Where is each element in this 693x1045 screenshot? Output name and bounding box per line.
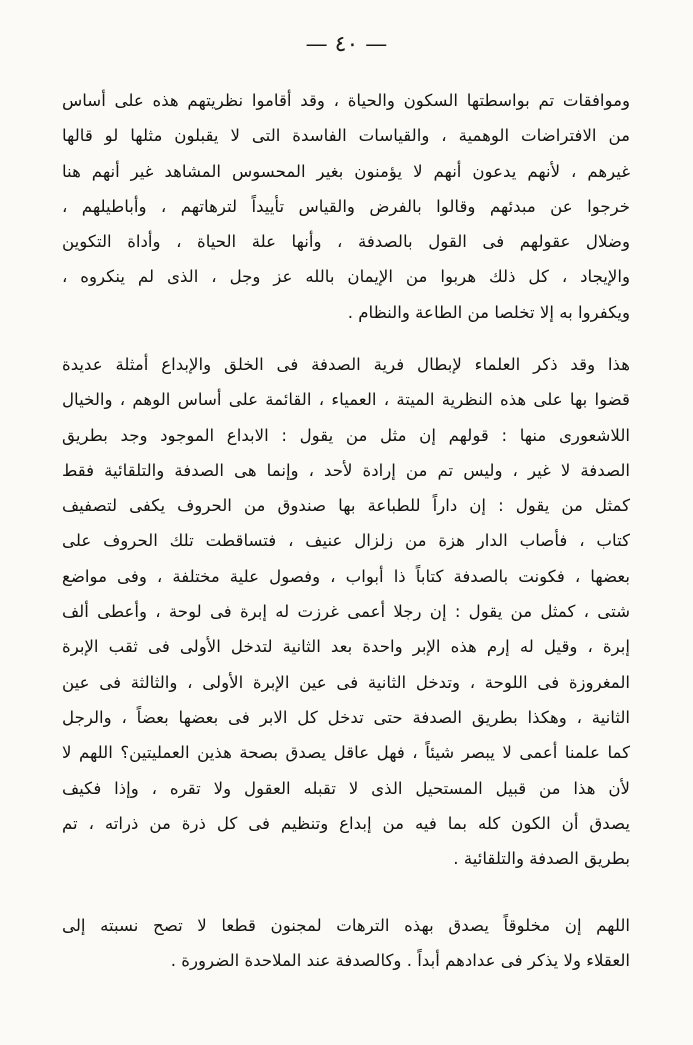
text-line: لأن هذا من قبيل المستحيل الذى لا تقبله العقول ولا تقره ، وإذا فكيف — [62, 778, 630, 798]
text-line: هذا وقد ذكر العلماء لإبطال فرية الصدفة فى الخلق والإبداع أمثلة عديدة — [62, 355, 630, 374]
paragraph-1 — [62, 83, 630, 330]
text-line: وموافقات تم بواسطتها السكون والحياة ، وقد أقاموا نظريتهم هذه على أساس — [62, 91, 630, 110]
text-line: يصدق أن الكون كله بما فيه من إبداع وتنظيم فى كل ذرة من ذراته ، تم — [62, 813, 630, 833]
page-number: — ٤٠ — — [305, 32, 388, 57]
text-line: غيرهم ، لأنهم يدعون أنهم لا يؤمنون بغير المحسوس المشاهد غير أنهم هنا — [62, 161, 630, 181]
text-line: إبرة ، وقيل له إرم هذه الإبر واحدة بعد الثانية لتدخل الأولى فى ثقب الإبرة — [62, 637, 630, 657]
text-line: وضلال عقولهم فى القول بالصدفة ، وأنها علة الحياة ، وأداة التكوين — [62, 232, 630, 252]
text-line: اللاشعورى منها : قولهم إن مثل من يقول : الابداع الموجود وجد بطريق — [62, 425, 630, 445]
text-line: العقلاء ولا يذكر فى عدادهم أبداً . وكالصدفة عند الملاحدة الضرورة . — [170, 951, 630, 971]
paragraph-2 — [62, 347, 630, 876]
text-line: من الافتراضات الوهمية ، والقياسات الفاسدة التى لا يقبلون مثلها لو قالها — [62, 126, 630, 146]
text-line: بعضها ، فكونت بالصدفة كتاباً ذا أبواب ، وفصول علية مختلفة ، وفى مواضع — [62, 566, 630, 586]
text-line: ويكفروا به إلا تخلصا من الطاعة والنظام . — [347, 302, 630, 322]
text-line: شتى ، كمثل من يقول : إن رجلا أعمى غرزت له إبرة فى لوحة ، وأعطى ألف — [62, 602, 630, 622]
text-line: الثانية ، وهكذا بطريق الصدفة حتى تدخل كل الابر فى بعضها بعضاً ، والرجل — [62, 707, 630, 727]
text-line: اللهم إن مخلوقاً يصدق بهذه الترهات لمجنون قطعا لا تصح نسبته إلى — [62, 916, 630, 935]
paragraph-3 — [62, 908, 630, 979]
text-line: المغروزة فى اللوحة ، وتدخل الثانية فى عين الإبرة الأولى ، والثالثة فى عين — [62, 672, 630, 692]
text-line: قضوا بها على هذه النظرية الميتة ، العمياء ، القائمة على أساس الوهم ، والخيال — [62, 390, 630, 410]
text-line: كمثل من يقول : إن داراً للطباعة بها صندوق من الحروف يكفى لتصفيف — [62, 496, 630, 516]
text-line: خرجوا عن مبدئهم وقالوا بالفرض والقياس تأييداً لترهاتهم ، وأباطيلهم ، — [62, 196, 630, 216]
text-line: بطريق الصدفة والتلقائية . — [453, 849, 630, 869]
text-line: كتاب ، فأصاب الدار هزة من زلزال عنيف ، فتساقطت تلك الحروف على — [62, 531, 630, 551]
text-line: والإيجاد ، كل ذلك هربوا من الإيمان بالله عز وجل ، الذى لم ينكروه ، — [62, 267, 630, 287]
text-line: كما علمنا أعمى لا يبصر شيئاً ، فهل عاقل يصدق بصحة هذين العمليتين؟ اللهم لا — [62, 743, 630, 763]
text-line: الصدفة لا غير ، وليس تم من إرادة لأحد ، وإنما هى الصدفة والتلقائية فقط — [62, 460, 630, 480]
